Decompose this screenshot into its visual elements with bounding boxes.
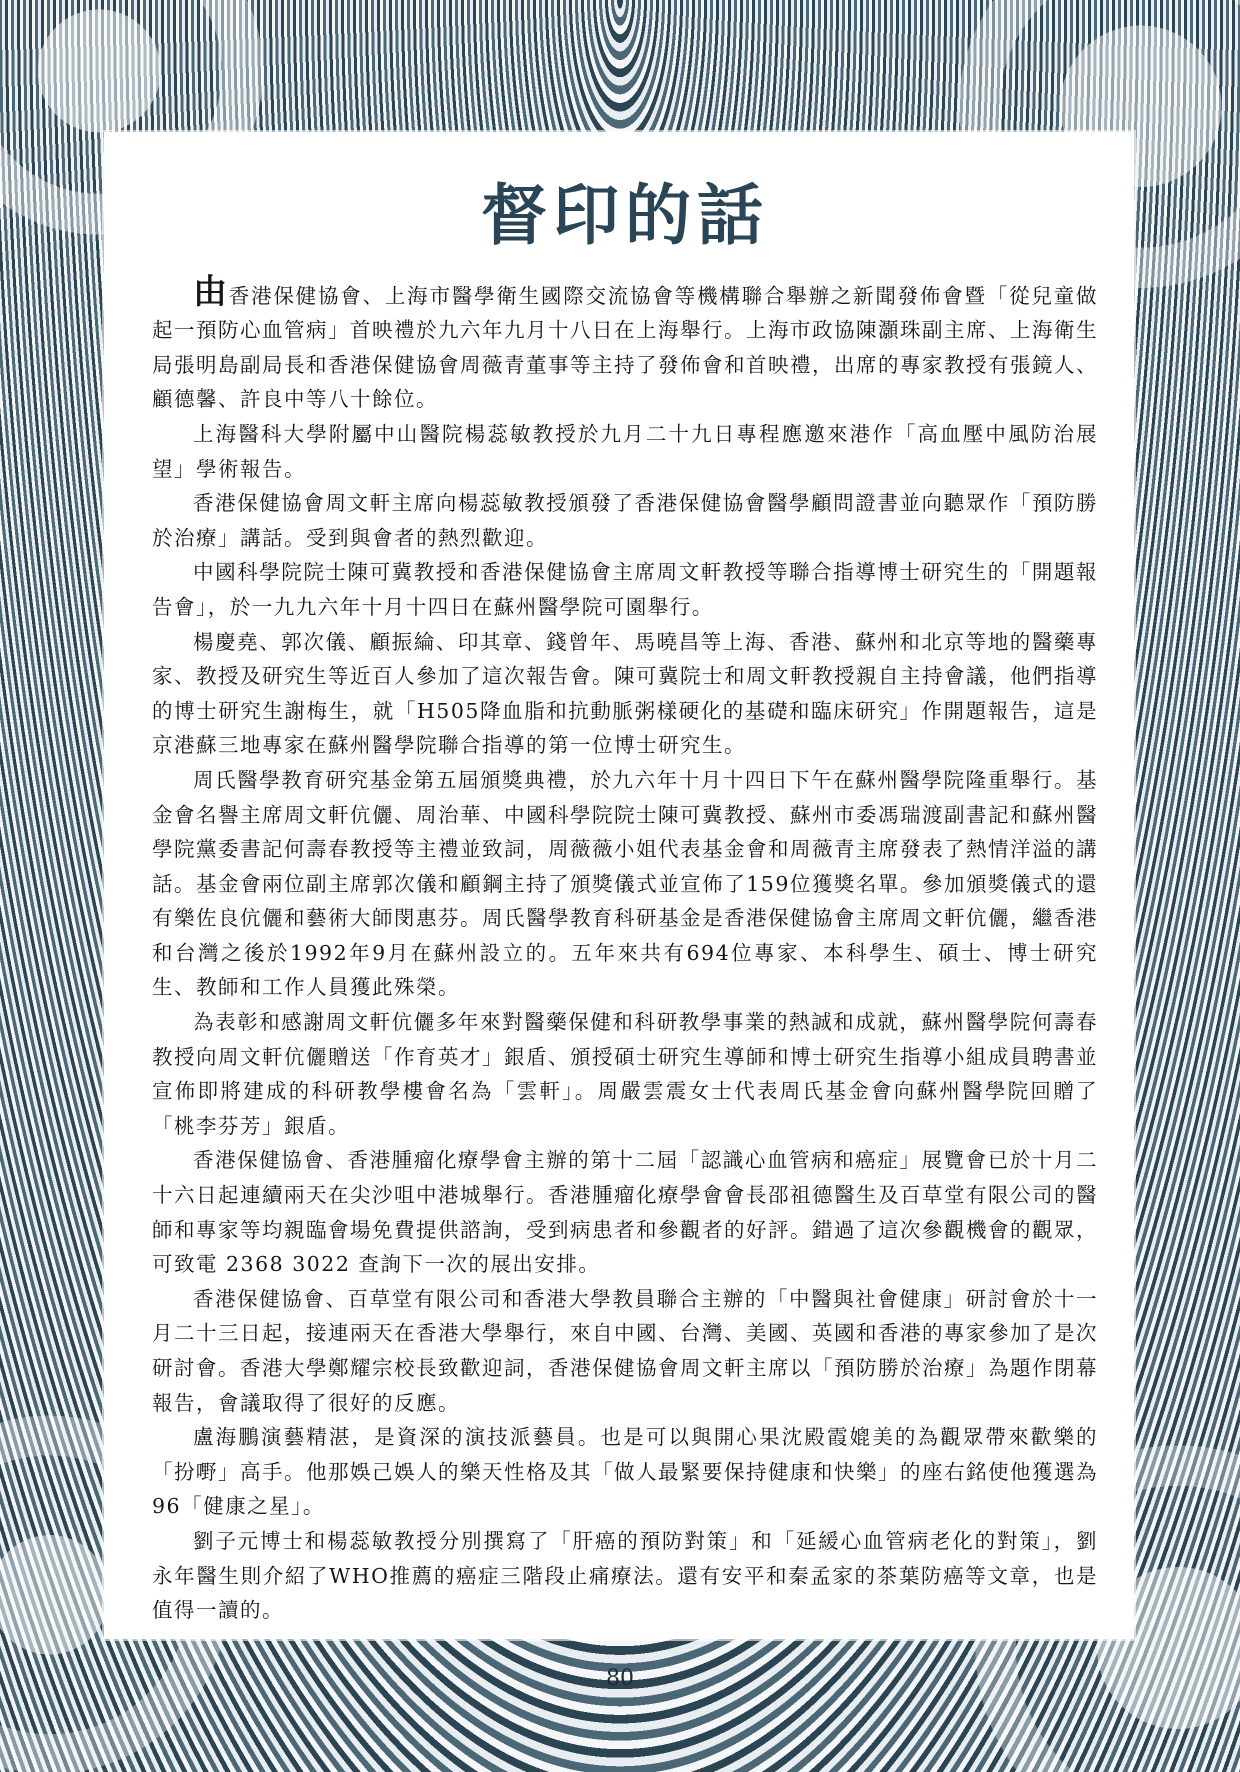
paragraph-text: 周氏醫學教育研究基金第五屆頒獎典禮，於九六年十月十四日下午在蘇州醫學院隆重舉行。基金會名譽主席周文軒伉儷、周治華、中國科學院院士陳可冀教授、蘇州市委馮瑞渡副書記和蘇州醫學院黨委書記何壽春教授等主禮並致詞，周薇薇小姐代表基金會和周薇青主席發表了熱情洋溢的講話。基金會兩位副主席郭次儀和顧鋼主持了頒獎儀式並宣佈了159位獲獎名單。參加頒獎儀式的還有樂佐良伉儷和藝術大師閔惠芬。周氏醫學教育科研基金是香港保健協會主席周文軒伉儷，繼香港和台灣之後於1992年9月在蘇州設立的。五年來共有694位專家、本科學生、碩士、博士研究生、教師和工作人員獲此殊榮。 [152, 767, 1098, 1000]
article-body [152, 271, 1098, 1628]
paragraph [152, 625, 1098, 763]
paragraph-text: 盧海鵬演藝精湛，是資深的演技派藝員。也是可以與開心果沈殿霞媲美的為觀眾帶來歡樂的「扮嘢」高手。他那娛己娛人的樂天性格及其「做人最緊要保持健康和快樂」的座右銘使他獲選為96「健康之星」。 [152, 1425, 1098, 1519]
paragraph-text: 上海醫科大學附屬中山醫院楊蕊敏教授於九月二十九日專程應邀來港作「高血壓中風防治展望」學術報告。 [152, 421, 1098, 481]
paragraph [152, 1282, 1098, 1420]
paragraph [152, 1005, 1098, 1143]
paragraph [152, 763, 1098, 1005]
page-title: 督印的話 [481, 177, 769, 254]
page-panel [104, 132, 1134, 1639]
paragraph-text: 香港保健協會周文軒主席向楊蕊敏教授頒發了香港保健協會醫學顧問證書並向聽眾作「預防勝於治療」講話。受到與會者的熱烈歡迎。 [152, 491, 1098, 550]
paragraph [152, 486, 1098, 555]
page-number: 80 [606, 1666, 634, 1691]
paragraph [152, 271, 1098, 417]
paragraph [152, 1420, 1098, 1524]
paragraph-text: 中國科學院院士陳可冀教授和香港保健協會主席周文軒教授等聯合指導博士研究生的「開題報告會」，於一九九六年十月十四日在蘇州醫學院可園舉行。 [152, 560, 1098, 619]
paragraph-text: 為表彰和感謝周文軒伉儷多年來對醫藥保健和科研教學事業的熱誠和成就，蘇州醫學院何壽春教授向周文軒伉儷贈送「作育英才」銀盾、頒授碩士研究生導師和博士研究生指導小組成員聘書並宣佈即將建成的科研教學樓會名為「雲軒」。周嚴雲震女士代表周氏基金會向蘇州醫學院回贈了「桃李芬芳」銀盾。 [152, 1010, 1098, 1138]
paragraph-text: 劉子元博士和楊蕊敏教授分別撰寫了「肝癌的預防對策」和「延緩心血管病老化的對策」，劉永年醫生則介紹了WHO推薦的癌症三階段止痛療法。還有安平和秦孟家的茶葉防癌等文章，也是值得一讀的。 [152, 1528, 1098, 1623]
paragraph [152, 417, 1098, 486]
paragraph [152, 555, 1098, 624]
paragraph-text: 香港保健協會、百草堂有限公司和香港大學教員聯合主辦的「中醫與社會健康」研討會於十一月二十三日起，接連兩天在香港大學舉行，來自中國、台灣、美國、英國和香港的專家參加了是次研討會。香港大學鄭耀宗校長致歡迎詞，香港保健協會周文軒主席以「預防勝於治療」為題作閉幕報告，會議取得了很好的反應。 [152, 1286, 1098, 1415]
paragraph-text: 香港保健協會、上海市醫學衛生國際交流協會等機構聯合舉辦之新聞發佈會暨「從兒童做起一預防心血管病」首映禮於九六年九月十八日在上海舉行。上海市政協陳灝珠副主席、上海衛生局張明島副局長和香港保健協會周薇青董事等主持了發佈會和首映禮，出席的專家教授有張鏡人、顧德馨、許良中等八十餘位。 [152, 283, 1098, 412]
drop-cap: 由 [193, 271, 229, 312]
paragraph [152, 1143, 1098, 1281]
paragraph-text: 楊慶堯、郭次儀、顧振綸、印其章、錢曾年、馬曉昌等上海、香港、蘇州和北京等地的醫藥專家、教授及研究生等近百人參加了這次報告會。陳可冀院士和周文軒教授親自主持會議，他們指導的博士研究生謝梅生，就「H505降血脂和抗動脈粥樣硬化的基礎和臨床研究」作開題報告，這是京港蘇三地專家在蘇州醫學院聯合指導的第一位博士研究生。 [152, 629, 1098, 758]
paragraph-text: 香港保健協會、香港腫瘤化療學會主辦的第十二屆「認識心血管病和癌症」展覽會已於十月二十六日起連續兩天在尖沙咀中港城舉行。香港腫瘤化療學會會長邵祖德醫生及百草堂有限公司的醫師和專家等均親臨會場免費提供諮詢，受到病患者和參觀者的好評。錯過了這次參觀機會的觀眾，可致電 2368 3022 查詢下一次的展出安排。 [152, 1148, 1098, 1277]
paragraph [152, 1524, 1098, 1628]
